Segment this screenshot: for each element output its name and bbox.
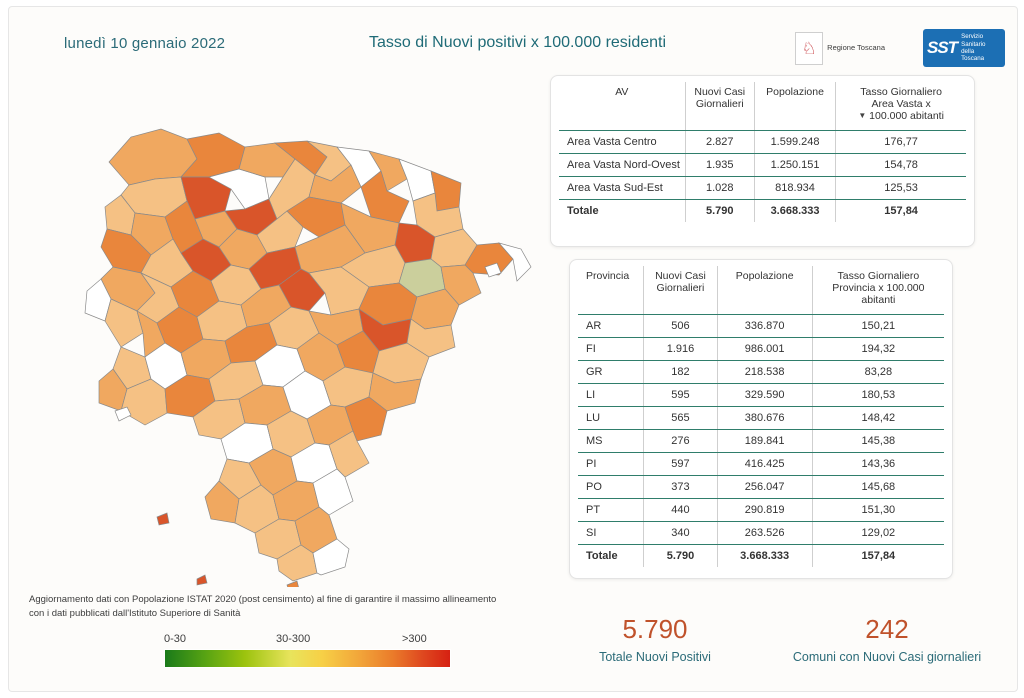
table-total-row (578, 545, 944, 568)
cell-popolazione: 290.819 (717, 499, 812, 522)
col-header-provincia[interactable]: Provincia (578, 266, 644, 315)
cell-tasso: 129,02 (812, 522, 944, 545)
table-row[interactable] (578, 384, 944, 407)
area-vasta-table-body (559, 131, 966, 223)
cell-tasso: 125,53 (836, 177, 966, 200)
col-header-tasso[interactable] (812, 266, 944, 315)
cell-area: Area Vasta Sud-Est (559, 177, 685, 200)
sst-logo-line2: Sanitario (961, 40, 986, 48)
cell-tasso: 148,42 (812, 407, 944, 430)
table-row[interactable] (578, 430, 944, 453)
cell-provincia: GR (578, 361, 644, 384)
cell-casi: 182 (644, 361, 717, 384)
cell-tasso: 145,38 (812, 430, 944, 453)
legend-labels (164, 633, 454, 647)
cell-total-casi: 5.790 (685, 200, 754, 223)
table-row[interactable] (559, 131, 966, 154)
cell-casi: 2.827 (685, 131, 754, 154)
cell-casi: 597 (644, 453, 717, 476)
cell-provincia: LI (578, 384, 644, 407)
cell-tasso: 83,28 (812, 361, 944, 384)
cell-tasso: 150,21 (812, 315, 944, 338)
table-total-row (559, 200, 966, 223)
cell-total-casi: 5.790 (644, 545, 717, 568)
regione-toscana-logo (795, 32, 885, 65)
table-row[interactable] (578, 499, 944, 522)
table-header-row (559, 82, 966, 131)
kpi-total-new-positives (539, 615, 771, 664)
cell-casi: 1.916 (644, 338, 717, 361)
cell-casi: 440 (644, 499, 717, 522)
col-header-tasso-line2: Provincia x 100.000 (832, 282, 925, 294)
page-title: Tasso di Nuovi positivi x 100.000 residenti (369, 34, 667, 51)
cell-provincia: FI (578, 338, 644, 361)
col-header-popolazione[interactable]: Popolazione (754, 82, 835, 131)
table-row[interactable] (578, 476, 944, 499)
cell-popolazione: 818.934 (754, 177, 835, 200)
province-table-header (578, 266, 944, 315)
cell-tasso: 154,78 (836, 154, 966, 177)
cell-popolazione: 1.250.151 (754, 154, 835, 177)
cell-popolazione: 189.841 (717, 430, 812, 453)
cell-tasso: 143,36 (812, 453, 944, 476)
cell-total-tasso: 157,84 (836, 200, 966, 223)
footnote-line-1: Aggiornamento dati con Popolazione ISTAT 2020 (post censimento) al fine di garantire il massimo allineamento (29, 594, 497, 605)
col-header-tasso-line1: Tasso Giornaliero (837, 270, 920, 282)
table-row[interactable] (578, 361, 944, 384)
cell-casi: 373 (644, 476, 717, 499)
kpi-total-new-positives-value: 5.790 (622, 614, 688, 644)
sst-logo-text (961, 33, 985, 63)
area-vasta-table (559, 82, 966, 222)
table-row[interactable] (578, 338, 944, 361)
province-table-body (578, 315, 944, 568)
col-header-tasso-line3: 100.000 abitanti (869, 110, 944, 122)
sst-logo-line1: Servizio (961, 33, 984, 41)
col-header-tasso-line1: Tasso Giornaliero (860, 86, 942, 98)
kpi-municipalities-value: 242 (865, 614, 909, 644)
col-header-popolazione[interactable]: Popolazione (717, 266, 812, 315)
col-header-tasso-line3: abitanti (861, 294, 896, 306)
cell-total-popolazione: 3.668.333 (717, 545, 812, 568)
table-row[interactable] (559, 154, 966, 177)
tuscany-choropleth-map[interactable] (69, 67, 539, 587)
cell-tasso: 194,32 (812, 338, 944, 361)
cell-provincia: PO (578, 476, 644, 499)
cell-popolazione: 380.676 (717, 407, 812, 430)
cell-tasso: 145,68 (812, 476, 944, 499)
cell-casi: 595 (644, 384, 717, 407)
col-header-tasso-line2: Area Vasta x (871, 98, 931, 110)
sst-logo (923, 29, 1005, 67)
area-vasta-table-card (550, 75, 975, 247)
cell-popolazione: 986.001 (717, 338, 812, 361)
pegaso-icon: ♘ (795, 32, 823, 65)
legend-label-mid: 30-300 (276, 633, 311, 645)
area-vasta-table-header (559, 82, 966, 131)
cell-provincia: PI (578, 453, 644, 476)
cell-popolazione: 263.526 (717, 522, 812, 545)
cell-area: Area Vasta Centro (559, 131, 685, 154)
col-header-av[interactable]: AV (559, 82, 685, 131)
kpi-municipalities-with-cases (771, 615, 1003, 664)
cell-casi: 506 (644, 315, 717, 338)
table-row[interactable] (559, 177, 966, 200)
footnote-line-2: con i dati pubblicati dall'Istituto Superiore di Sanità (29, 607, 241, 619)
sst-logo-line4: Toscana (961, 55, 985, 63)
dashboard-frame (8, 6, 1018, 692)
cell-provincia: SI (578, 522, 644, 545)
cell-provincia: MS (578, 430, 644, 453)
cell-provincia: PT (578, 499, 644, 522)
kpi-total-new-positives-label: Totale Nuovi Positivi (599, 649, 711, 664)
regione-toscana-logo-label: Regione Toscana (827, 43, 885, 53)
cell-popolazione: 256.047 (717, 476, 812, 499)
cell-total-label: Totale (578, 545, 644, 568)
cell-casi: 1.935 (685, 154, 754, 177)
table-row[interactable] (578, 453, 944, 476)
cell-total-popolazione: 3.668.333 (754, 200, 835, 223)
province-table-card (569, 259, 953, 579)
col-header-nuovi-casi-line2: Giornalieri (695, 98, 744, 110)
cell-casi: 340 (644, 522, 717, 545)
col-header-nuovi-casi-line2: Giornalieri (656, 282, 705, 294)
table-header-row (578, 266, 944, 315)
cell-tasso: 180,53 (812, 384, 944, 407)
cell-total-label: Totale (559, 200, 685, 223)
sst-logo-mark: SST (927, 38, 958, 57)
cell-popolazione: 1.599.248 (754, 131, 835, 154)
cell-area: Area Vasta Nord-Ovest (559, 154, 685, 177)
kpi-municipalities-label: Comuni con Nuovi Casi giornalieri (792, 649, 982, 664)
map-legend (164, 633, 454, 668)
footnote (29, 593, 574, 621)
col-header-nuovi-casi-line1: Nuovi Casi (694, 86, 746, 98)
cell-total-tasso: 157,84 (812, 545, 944, 568)
report-date: lunedì 10 gennaio 2022 (64, 35, 226, 52)
cell-casi: 565 (644, 407, 717, 430)
col-header-tasso[interactable] (836, 82, 966, 131)
col-header-nuovi-casi[interactable] (685, 82, 754, 131)
cell-popolazione: 416.425 (717, 453, 812, 476)
table-row[interactable] (578, 407, 944, 430)
cell-popolazione: 329.590 (717, 384, 812, 407)
table-row[interactable] (578, 315, 944, 338)
sort-descending-icon[interactable]: ▼ (858, 111, 867, 120)
legend-label-low: 0-30 (164, 633, 187, 645)
cell-popolazione: 336.870 (717, 315, 812, 338)
legend-label-high: >300 (402, 633, 427, 645)
table-row[interactable] (578, 522, 944, 545)
cell-casi: 276 (644, 430, 717, 453)
cell-popolazione: 218.538 (717, 361, 812, 384)
province-table (578, 266, 944, 567)
legend-color-ramp (164, 649, 451, 668)
col-header-nuovi-casi-line1: Nuovi Casi (655, 270, 706, 282)
col-header-nuovi-casi[interactable] (644, 266, 717, 315)
cell-provincia: LU (578, 407, 644, 430)
cell-provincia: AR (578, 315, 644, 338)
cell-casi: 1.028 (685, 177, 754, 200)
cell-tasso: 151,30 (812, 499, 944, 522)
cell-tasso: 176,77 (836, 131, 966, 154)
sst-logo-line3: della (961, 48, 975, 55)
